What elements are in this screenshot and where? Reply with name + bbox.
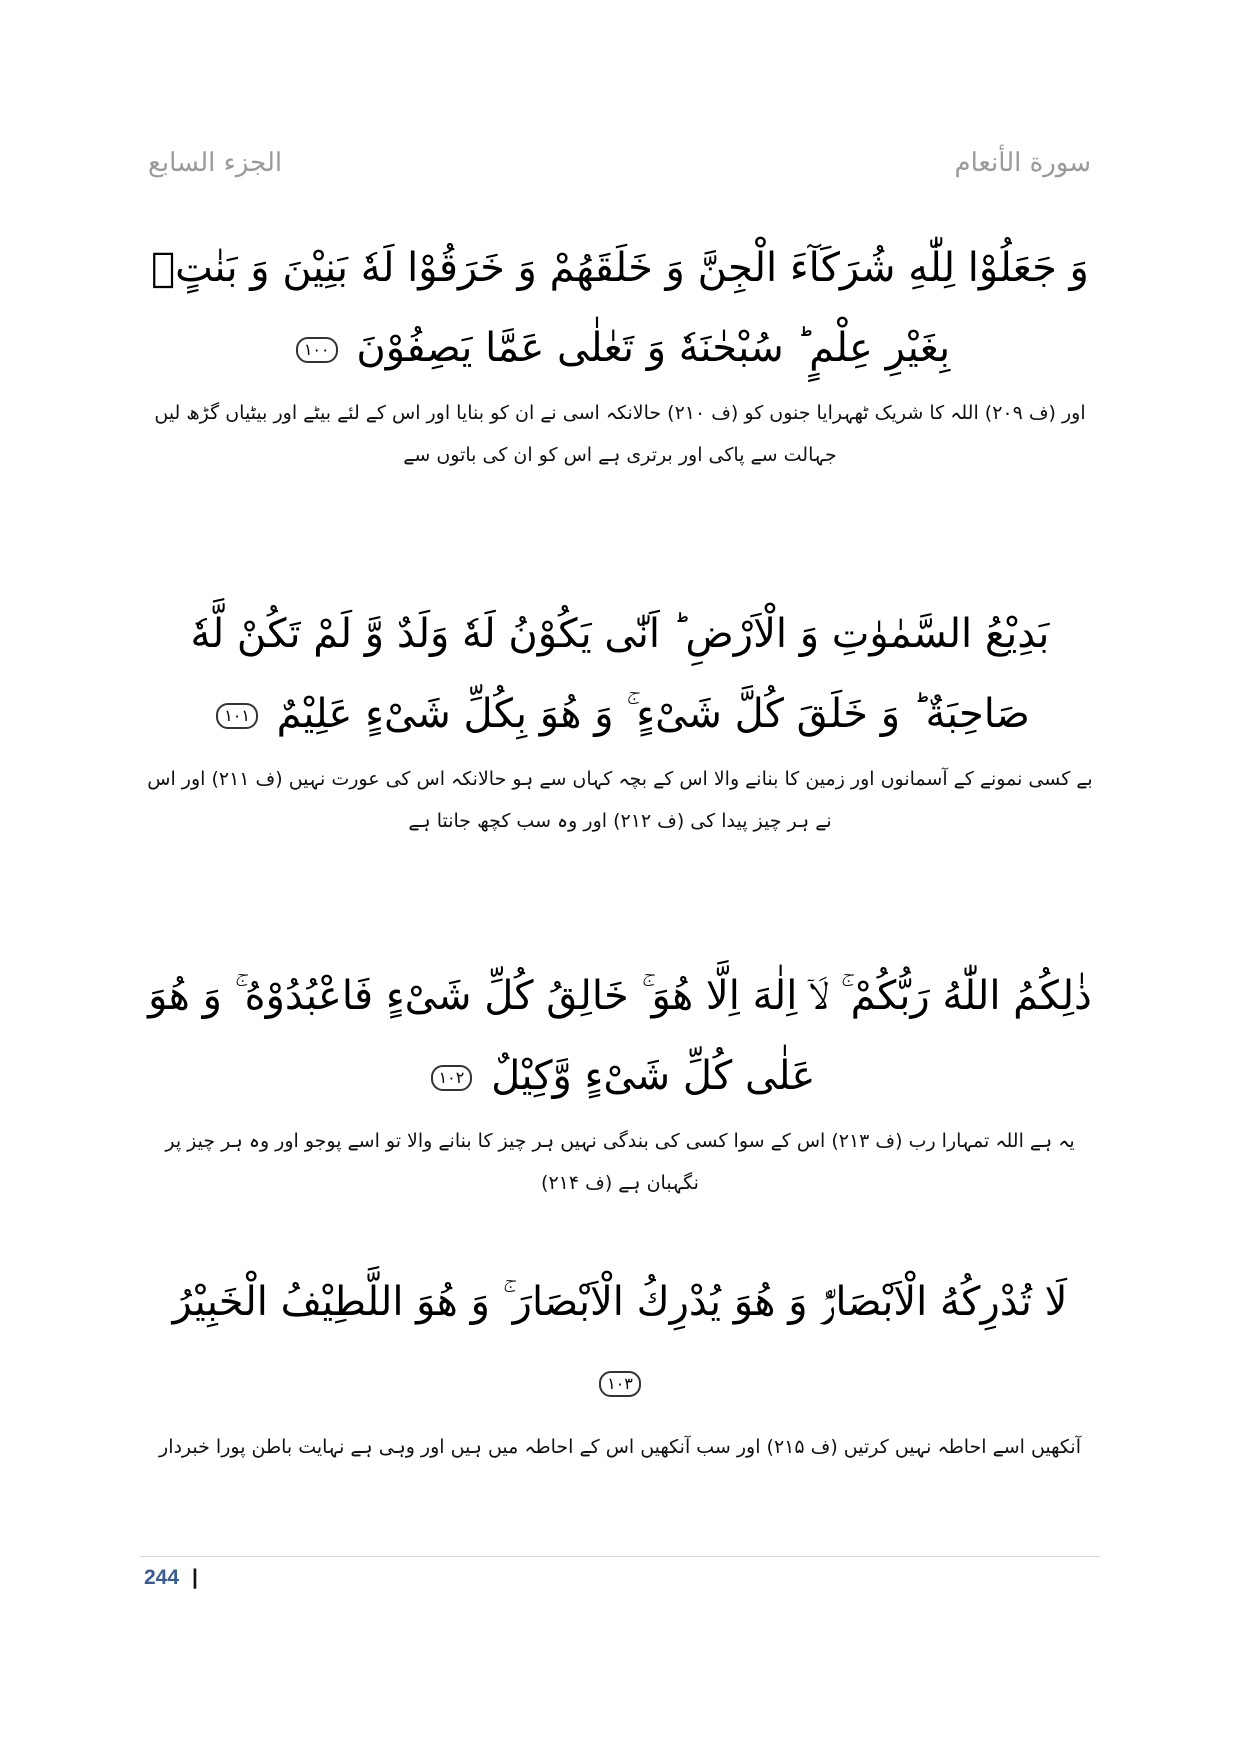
arabic-verse	[140, 594, 1100, 754]
ayah-number-marker: ۱۰۲	[431, 1065, 473, 1091]
verse-block	[140, 228, 1100, 476]
urdu-translation: بے کسی نمونے کے آسمانوں اور زمین کا بنانے والا اس کے بچہ کہاں سے ہو حالانکہ اس کی عورت نہیں (ف ۲۱۱) اور اس نے ہر چیز پیدا کی (ف ۲۱۲) اور وہ سب کچھ جانتا ہے	[147, 768, 1093, 832]
page-number: 244	[144, 1566, 180, 1589]
verse-block	[140, 956, 1100, 1204]
page-number-separator: |	[192, 1566, 198, 1589]
arabic-verse	[140, 228, 1100, 388]
ayah-number-marker: ۱۰۰	[296, 337, 338, 363]
verse-block	[140, 1262, 1100, 1468]
arabic-verse-text: بَدِیْعُ السَّمٰوٰتِ وَ الْاَرْضِ ؕ اَنّٰى یَكُوْنُ لَهٗ وَلَدٌ وَّ لَمْ تَكُنْ لَّهٗ صَاحِبَةٌ ؕ وَ خَلَقَ كُلَّ شَیْءٍ ۚ وَ هُوَ بِكُلِّ شَیْءٍ عَلِیْمٌ	[190, 611, 1050, 737]
urdu-translation: آنکھیں اسے احاطہ نہیں کرتیں (ف ۲۱۵) اور سب آنکھیں اس کے احاطہ میں ہیں اور وہی ہے نہایت باطن پورا خبردار	[159, 1436, 1081, 1458]
ayah-number-marker: ۱۰۱	[216, 703, 258, 729]
arabic-verse-text: لَا تُدْرِكُهُ الْاَبْصَارُ٘ وَ هُوَ یُدْرِكُ الْاَبْصَارَ ۚ وَ هُوَ اللَّطِیْفُ الْخَبِیْرُ	[172, 1279, 1068, 1325]
verse-block	[140, 594, 1100, 842]
ayah-number-marker: ۱۰۳	[599, 1371, 641, 1397]
surah-title: سورة الأنعام	[954, 148, 1091, 178]
footer-divider	[140, 1556, 1100, 1557]
arabic-verse-text: ذٰلِكُمُ اللّٰهُ رَبُّكُمْ ۚ لَاۤ اِلٰهَ اِلَّا هُوَ ۚ خَالِقُ كُلِّ شَیْءٍ فَاعْبُدُوْهُ ۚ وَ هُوَ عَلٰى كُلِّ شَیْءٍ وَّكِیْلٌ	[148, 973, 1092, 1099]
urdu-translation: اور (ف ۲۰۹) اللہ کا شریک ٹھہرایا جنوں کو (ف ۲۱۰) حالانکہ اسی نے ان کو بنایا اور اس کے لئے بیٹے اور بیٹیاں گڑھ لیں جہالت سے پاکی اور برتری ہے اس کو ان کی باتوں سے	[154, 402, 1086, 466]
urdu-translation: یہ ہے اللہ تمہارا رب (ف ۲۱۳) اس کے سوا کسی کی بندگی نہیں ہر چیز کا بنانے والا تو اسے پوجو اور وہ ہر چیز پر نگہبان ہے (ف ۲۱۴)	[165, 1130, 1075, 1194]
arabic-verse	[140, 1262, 1100, 1422]
arabic-verse	[140, 956, 1100, 1116]
arabic-verse-text: وَ جَعَلُوْا لِلّٰهِ شُرَكَآءَ الْجِنَّ وَ خَلَقَهُمْ وَ خَرَقُوْا لَهٗ بَنِیْنَ وَ بَنٰتٍۭ بِغَیْرِ عِلْمٍ ؕ سُبْحٰنَهٗ وَ تَعٰلٰى عَمَّا یَصِفُوْنَ	[151, 245, 1089, 371]
juz-title: الجزء السابع	[148, 148, 283, 178]
